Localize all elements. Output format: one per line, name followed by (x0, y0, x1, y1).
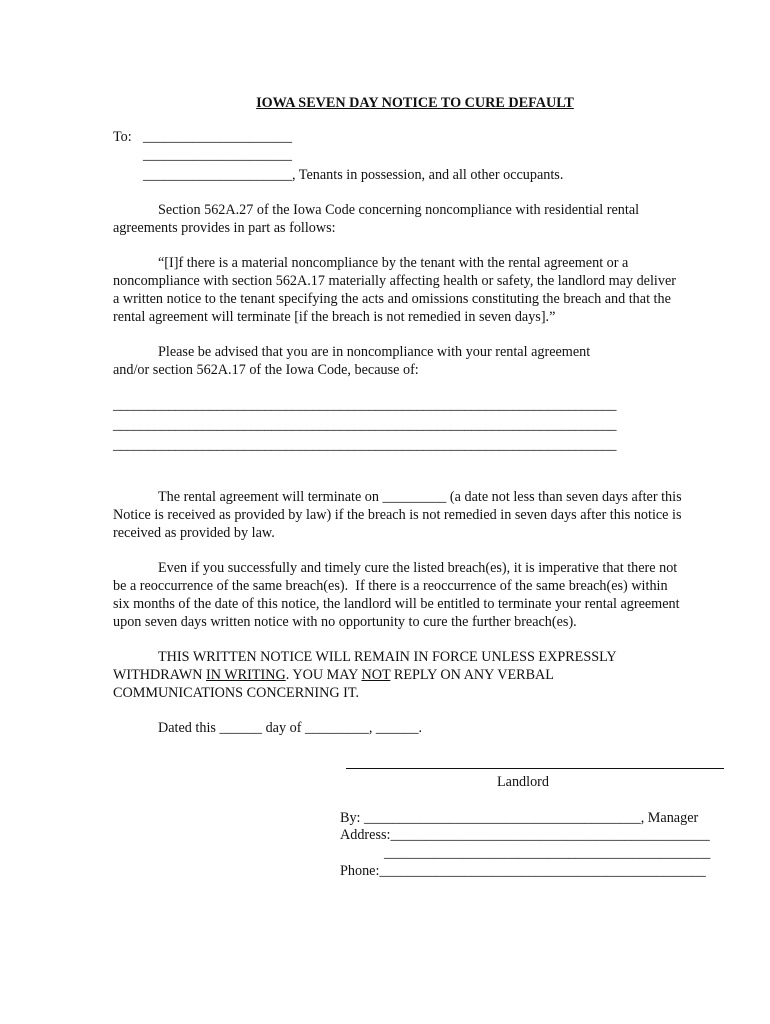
section-intro-line-1: Section 562A.27 of the Iowa Code concerning noncompliance with residential rental (158, 202, 640, 218)
cure-line-3: six months of the date of this notice, the landlord will be entitled to terminate your rental agreement (113, 596, 680, 612)
document-title: IOWA SEVEN DAY NOTICE TO CURE DEFAULT (256, 95, 574, 111)
quote-line-2: noncompliance with section 562A.17 materially affecting health or safety, the landlord may deliver (113, 273, 676, 289)
tenant-name-blank-2: _____________________ (143, 147, 292, 163)
cure-line-1: Even if you successfully and timely cure the listed breach(es), it is imperative that there not (158, 560, 678, 576)
landlord-label: Landlord (497, 774, 550, 790)
landlord-signature-line (346, 768, 724, 769)
notice-withdrawn: WITHDRAWN (113, 667, 207, 683)
address-line-2: ______________________________________________ (384, 845, 711, 861)
notice-line-1: THIS WRITTEN NOTICE WILL REMAIN IN FORCE UNLESS EXPRESSLY (158, 649, 617, 665)
section-intro-line-2: agreements provides in part as follows: (113, 220, 336, 236)
tenants-suffix: , Tenants in possession, and all other occupants. (291, 167, 564, 183)
notice-not: NOT (361, 667, 391, 683)
tenant-name-blank-1: _____________________ (143, 129, 292, 145)
terminate-line-1: The rental agreement will terminate on _________ (a date not less than seven days after this (158, 489, 682, 505)
notice-in-writing: IN WRITING (206, 667, 286, 683)
terminate-line-2: Notice is received as provided by law) if the breach is not remedied in seven days after this notice is (113, 507, 682, 523)
cure-line-2: be a reoccurrence of the same breach(es). If there is a reoccurrence of the same breach(es) within (113, 578, 668, 594)
to-label: To: (113, 129, 132, 145)
tenant-blank-3: _____________________ (143, 167, 292, 183)
phone-line: Phone:______________________________________________ (340, 863, 706, 879)
notice-reply: REPLY ON ANY VERBAL (390, 667, 554, 683)
by-manager-line: By: _______________________________________, Manager (340, 810, 699, 826)
tenant-name-blank-3 (143, 166, 563, 184)
quote-line-1: “[I]f there is a material noncompliance by the tenant with the rental agreement or a (158, 255, 629, 271)
notice-you-may: . YOU MAY (285, 667, 362, 683)
notice-line-2 (113, 666, 554, 684)
breach-blank-line-2: _________________________________________________________________________ (113, 417, 617, 433)
quote-line-3: a written notice to the tenant specifying the acts and omissions constituting the breach and that the (113, 291, 671, 307)
advised-line-2: and/or section 562A.17 of the Iowa Code, because of: (113, 362, 419, 378)
address-line: Address:_____________________________________________ (340, 827, 710, 843)
breach-blank-line-3: _________________________________________________________________________ (113, 437, 617, 453)
dated-line: Dated this ______ day of _________, ______. (158, 720, 423, 736)
breach-blank-line-1: _________________________________________________________________________ (113, 397, 617, 413)
notice-line-3: COMMUNICATIONS CONCERNING IT. (113, 685, 360, 701)
terminate-line-3: received as provided by law. (113, 525, 275, 541)
quote-line-4: rental agreement will terminate [if the breach is not remedied in seven days].” (113, 309, 556, 325)
advised-line-1: Please be advised that you are in noncompliance with your rental agreement (158, 344, 591, 360)
cure-line-4: upon seven days written notice with no opportunity to cure the further breach(es). (113, 614, 577, 630)
